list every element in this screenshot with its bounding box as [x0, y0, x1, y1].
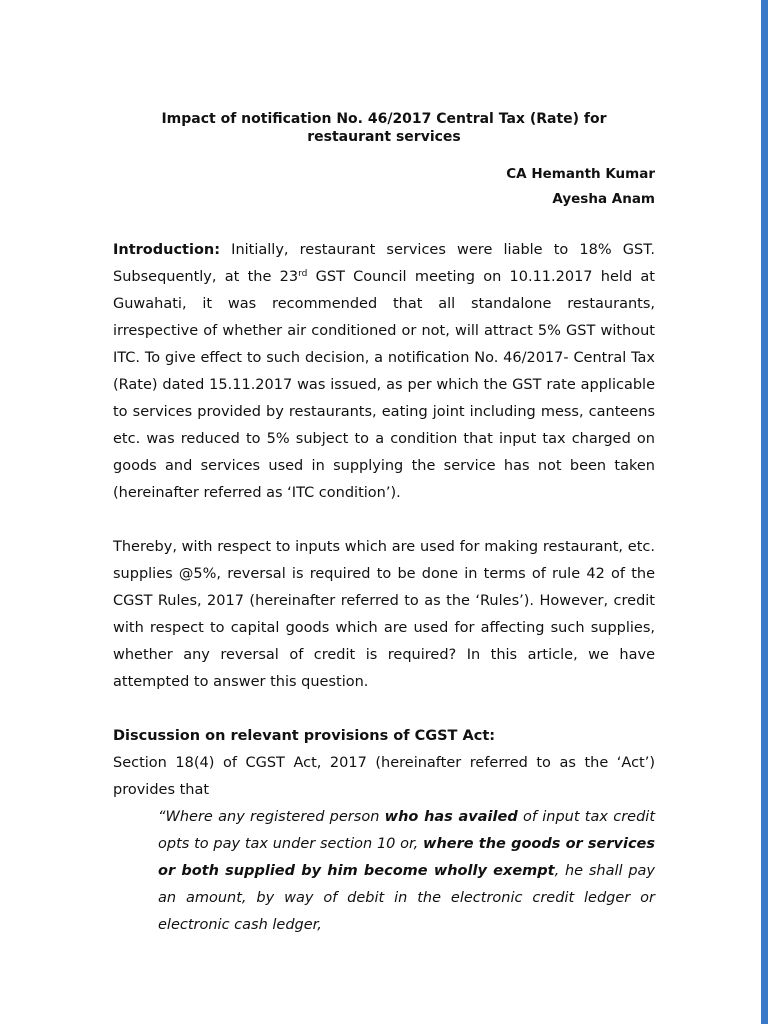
- document-page: [113, 110, 655, 939]
- statute-quote: [158, 804, 655, 939]
- author-name-1: CA Hemanth Kumar: [506, 166, 655, 182]
- author-name-2: Ayesha Anam: [552, 191, 655, 207]
- second-paragraph: Thereby, with respect to inputs which are used for making restaurant, etc. supplies @5%, reversal is required to be done in terms of rule 42 of the CGST Rules, 2017 (hereinafter referred to as the ‘Rules’). However, credit with respect to capital goods which are used for affecting such supplies, whether any reversal of credit is required? In this article, we have attempted to answer this question.: [113, 539, 655, 690]
- quote-text-3: , he shall pay an amount, by way of debit in the electronic credit ledger or electronic cash ledger,: [158, 863, 655, 933]
- viewer-scrollbar-edge: [761, 0, 768, 1024]
- intro-text-2: GST Council meeting on 10.11.2017 held at Guwahati, it was recommended that all standalone restaurants, irrespective of whether air conditioned or not, will attract 5% GST without ITC. To give effect to such decision, a notification No. 46/2017- Central Tax (Rate) dated 15.11.2017 was issued, as per which the GST rate applicable to services provided by restaurants, eating joint including mess, canteens etc. was reduced to 5% subject to a condition that input tax charged on goods and services used in supplying the service has not been taken (hereinafter referred as ‘ITC condition’).: [113, 269, 655, 501]
- discussion-text: Section 18(4) of CGST Act, 2017 (hereinafter referred to as the ‘Act’) provides that: [113, 755, 655, 798]
- intro-text-1: Initially, restaurant services were liable to 18% GST. Subsequently, at the 23: [113, 242, 655, 285]
- quote-text-2: of input tax credit opts to pay tax under section 10 or,: [158, 809, 656, 852]
- discussion-heading: Discussion on relevant provisions of CGST Act:: [113, 728, 496, 744]
- introduction-heading: Introduction:: [113, 242, 221, 258]
- document-title: Impact of notification No. 46/2017 Central Tax (Rate) for restaurant services: [161, 111, 607, 145]
- intro-superscript: rd: [298, 269, 308, 279]
- quote-text-1: “Where any registered person: [158, 809, 385, 825]
- introduction-paragraph: [113, 237, 655, 507]
- quote-bold-2: where the goods or services or both supplied by him become wholly exempt: [158, 836, 655, 879]
- quote-bold-1: who has availed: [384, 809, 518, 825]
- author-block: [113, 162, 655, 212]
